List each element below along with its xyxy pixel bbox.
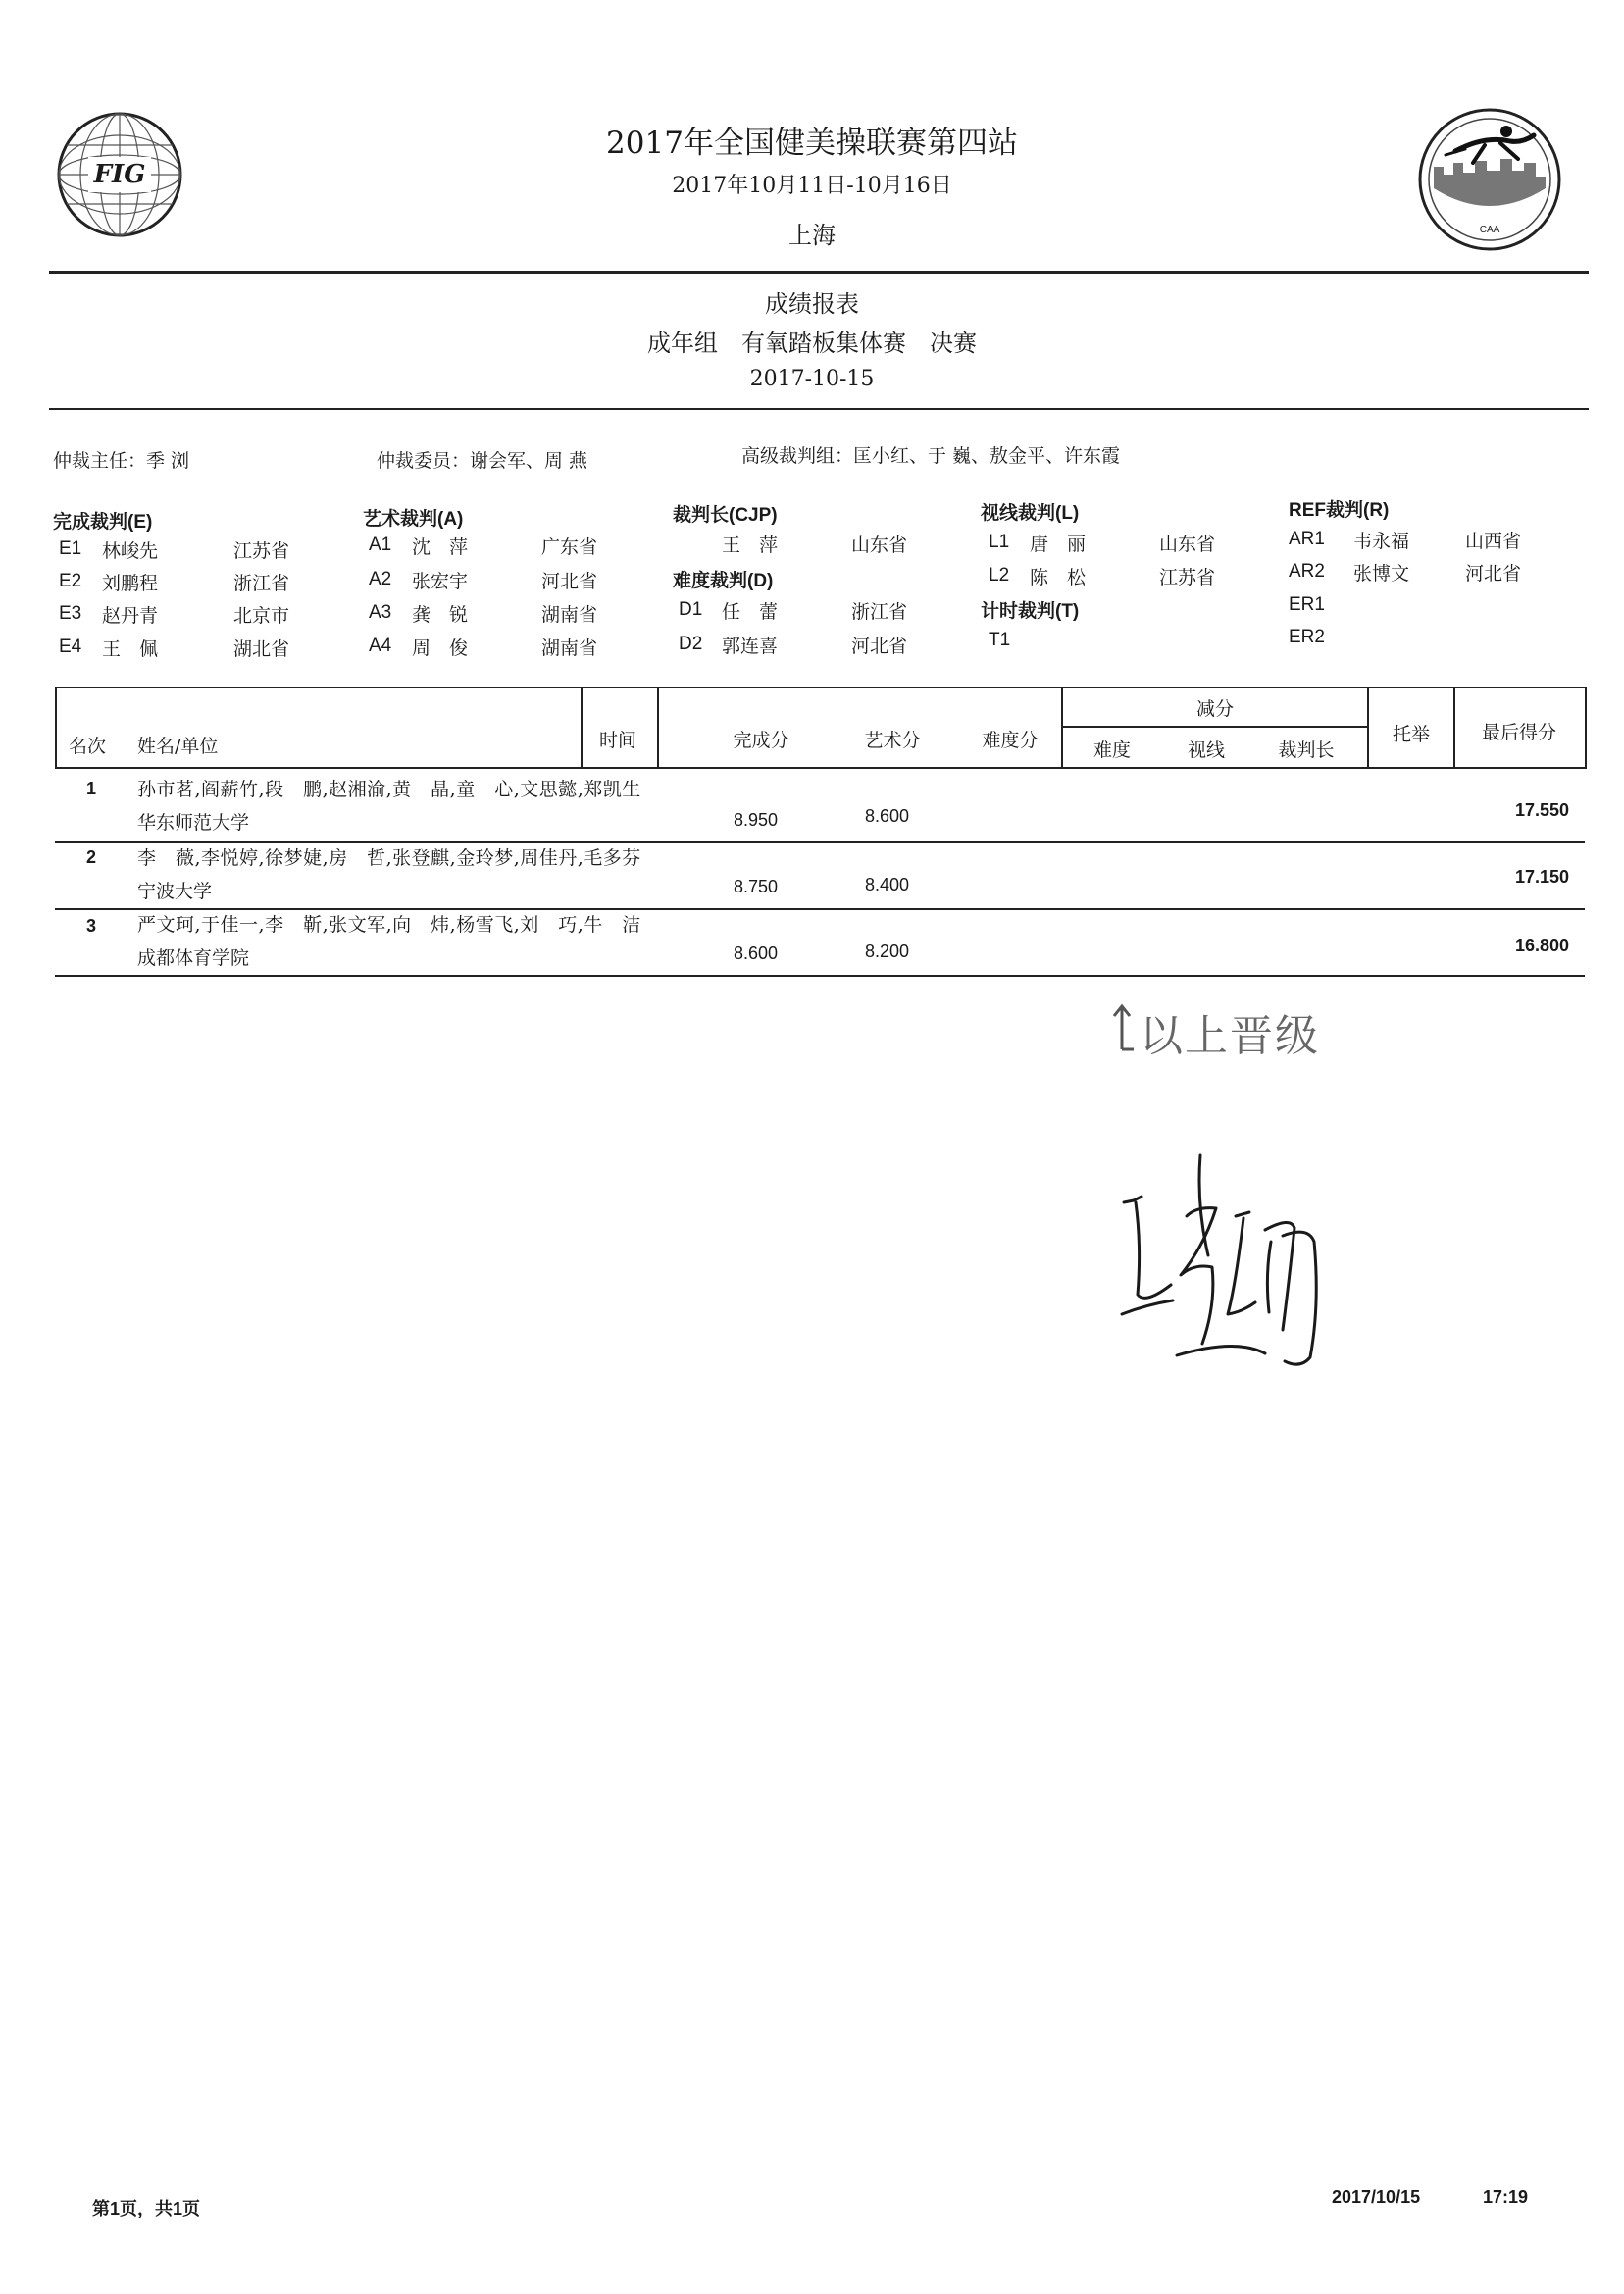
cjp-heading: 裁判长(CJP) [673, 505, 778, 526]
judge-code: A2 [369, 569, 392, 589]
judge-province: 浙江省 [851, 601, 908, 623]
advance-arrow-icon [1108, 1002, 1138, 1051]
judge-name: 张宏宇 [412, 571, 469, 592]
header-rank: 名次 [69, 736, 107, 757]
deductions-divider [1061, 726, 1369, 728]
judge-name: 刘鹏程 [102, 573, 159, 594]
judge-name: 张博文 [1353, 563, 1410, 585]
header-time: 时间 [599, 730, 637, 751]
judge-name: 韦永福 [1353, 531, 1410, 552]
judge-code: AR2 [1289, 561, 1325, 582]
line-judges-heading: 视线裁判(L) [981, 503, 1080, 524]
header-execution: 完成分 [733, 730, 789, 751]
results-table [55, 687, 1585, 985]
judge-code: E2 [59, 571, 82, 591]
judge-province: 广东省 [541, 536, 598, 558]
judge-name: 龚 锐 [412, 604, 469, 626]
col-divider [657, 687, 659, 767]
judge-province: 湖南省 [541, 637, 598, 659]
judge-province: 北京市 [233, 605, 290, 627]
time-judges-heading: 计时裁判(T) [981, 601, 1080, 622]
competition-title: 2017年全国健美操联赛第四站 [606, 126, 1018, 161]
row-athletes: 李 薇,李悦婷,徐梦婕,房 哲,张登麒,金玲梦,周佳丹,毛多芬 [137, 847, 641, 869]
row-rank: 3 [86, 916, 97, 936]
judge-province: 江苏省 [233, 540, 290, 562]
row-athletes: 孙市茗,阎薪竹,段 鹏,赵湘渝,黄 晶,童 心,文思懿,郑凯生 [137, 779, 641, 800]
execution-judges-heading: 完成裁判(E) [53, 512, 153, 533]
col-divider [581, 687, 583, 767]
report-title: 成绩报表 [765, 290, 859, 318]
header-name-unit: 姓名/单位 [137, 736, 219, 757]
header-final: 最后得分 [1481, 722, 1556, 743]
row-execution: 8.600 [734, 943, 779, 963]
row-artistic: 8.600 [865, 806, 910, 826]
judge-code: D2 [679, 634, 703, 654]
row-rank: 2 [86, 847, 97, 867]
judge-code: A4 [369, 636, 392, 656]
header-ded-cjp: 裁判长 [1278, 739, 1335, 761]
table-bottom-border [55, 975, 1585, 977]
caa-logo-name: 中国健美操协会 [1451, 210, 1528, 223]
competition-city: 上海 [788, 222, 836, 249]
header-difficulty: 难度分 [982, 730, 1039, 751]
judge-name: 王 佩 [102, 638, 159, 660]
judge-name: 陈 松 [1030, 567, 1087, 588]
row-execution: 8.950 [734, 810, 779, 830]
judge-code: E4 [59, 637, 82, 657]
page-number: 第1页，共1页 [92, 2199, 201, 2218]
judge-code: E1 [59, 538, 82, 559]
judge-province: 湖南省 [541, 604, 598, 626]
judge-name: 郭连喜 [722, 636, 779, 657]
difficulty-judges-heading: 难度裁判(D) [673, 571, 774, 591]
judge-code: T1 [989, 630, 1011, 650]
judge-province: 河北省 [1465, 563, 1522, 585]
judge-name: 唐 丽 [1030, 534, 1087, 555]
header-divider [49, 271, 1589, 274]
jury-chair: 仲裁主任：季 浏 [53, 450, 190, 472]
judge-province: 河北省 [541, 571, 598, 592]
fig-logo-text: FIG [93, 160, 146, 189]
judge-code: L2 [989, 565, 1010, 586]
judge-name: 林峻先 [102, 540, 159, 562]
judge-code: A3 [369, 602, 392, 623]
row-artistic: 8.400 [865, 875, 910, 894]
row-athletes: 严文珂,于佳一,李 靳,张文军,向 炜,杨雪飞,刘 巧,牛 洁 [137, 914, 641, 936]
cjp-name: 王 萍 [722, 535, 779, 556]
row-rank: 1 [86, 779, 97, 798]
header-lift: 托举 [1392, 724, 1430, 745]
judge-province: 河北省 [851, 636, 908, 657]
row-final: 17.550 [1514, 800, 1569, 820]
judge-code: D1 [679, 599, 703, 620]
header-ded-difficulty: 难度 [1092, 739, 1131, 761]
judge-province: 江苏省 [1159, 567, 1216, 588]
advance-annotation: 以上晋级 [1140, 1011, 1320, 1061]
judge-name: 沈 萍 [412, 536, 469, 558]
print-date: 2017/10/15 [1332, 2187, 1421, 2207]
signature [1118, 1147, 1353, 1373]
header-ded-line: 视线 [1187, 739, 1225, 761]
competition-dates: 2017年10月11日-10月16日 [672, 174, 952, 198]
row-execution: 8.750 [734, 877, 779, 896]
report-divider [49, 408, 1589, 410]
judge-name: 任 蕾 [722, 601, 779, 623]
caa-logo-sub: CAA [1479, 225, 1500, 235]
judge-code: L1 [989, 532, 1010, 552]
row-final: 17.150 [1514, 867, 1569, 887]
header-artistic: 艺术分 [864, 730, 921, 751]
report-event: 成年组 有氧踏板集体赛 决赛 [647, 330, 977, 357]
artistic-judges-heading: 艺术裁判(A) [363, 509, 464, 530]
judge-code: A1 [369, 535, 392, 555]
judge-code: AR1 [1289, 529, 1325, 549]
judge-code: ER2 [1289, 627, 1325, 647]
row-artistic: 8.200 [865, 942, 910, 961]
row-unit: 宁波大学 [137, 881, 213, 902]
row-unit: 华东师范大学 [137, 812, 250, 834]
judge-code: E3 [59, 603, 82, 624]
cjp-province: 山东省 [851, 535, 908, 556]
print-time: 17:19 [1483, 2187, 1529, 2207]
jury-members: 仲裁委员：谢会军、周 燕 [377, 450, 588, 472]
row-final: 16.800 [1514, 936, 1569, 955]
judge-name: 赵丹青 [102, 605, 159, 627]
judge-province: 山西省 [1465, 531, 1522, 552]
judge-code: ER1 [1289, 594, 1325, 615]
row-unit: 成都体育学院 [137, 947, 250, 969]
judge-province: 浙江省 [233, 573, 290, 594]
judge-province: 湖北省 [233, 638, 290, 660]
judge-province: 山东省 [1159, 534, 1216, 555]
header-deductions: 减分 [1195, 698, 1234, 720]
senior-judges: 高级裁判组：匡小红、于 巍、敖金平、许东霞 [741, 445, 1121, 467]
judge-name: 周 俊 [412, 637, 469, 659]
report-date: 2017-10-15 [749, 367, 875, 391]
ref-judges-heading: REF裁判(R) [1289, 500, 1390, 521]
